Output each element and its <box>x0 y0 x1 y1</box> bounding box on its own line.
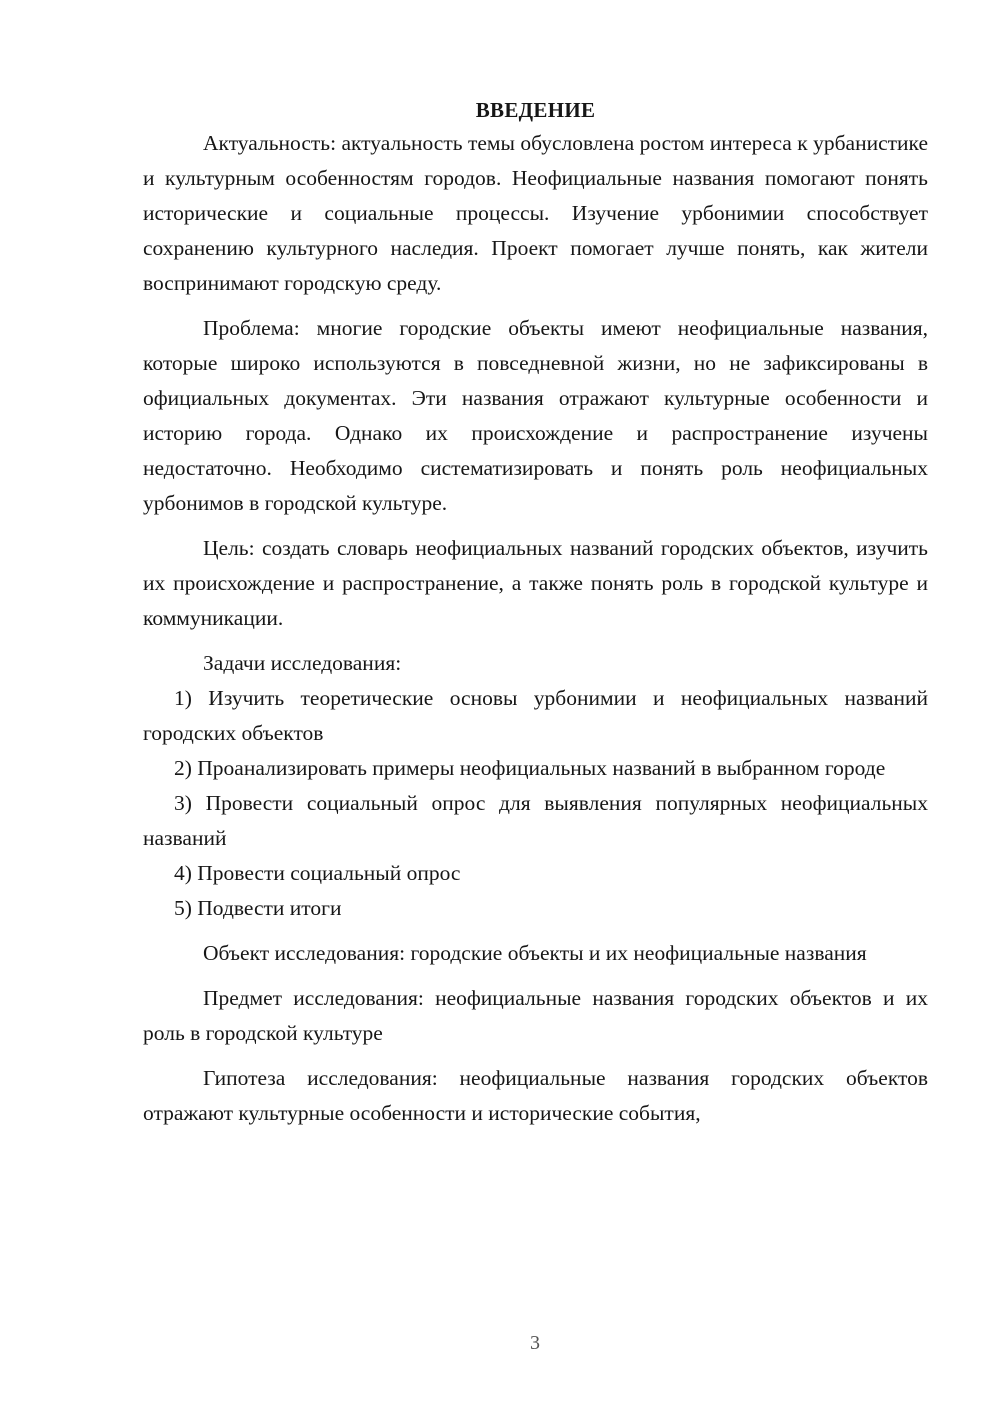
paragraph-goal: Цель: создать словарь неофициальных названий городских объектов, изучить их происхождение и распространение, а также понять роль в городской культуре и коммуникации. <box>143 536 928 630</box>
paragraph-relevance: Актуальность: актуальность темы обусловлена ростом интереса к урбанистике и культурным особенностям городов. Неофициальные названия помогают понять исторические и социальные процессы. Изучение урбонимии способствует сохранению культурного наследия. Проект помогает лучше понять, как жители воспринимают городскую среду. <box>143 131 928 295</box>
task-item-5: 5) Подвести итоги <box>174 896 342 920</box>
page-number: 3 <box>530 1332 540 1354</box>
paragraph-problem: Проблема: многие городские объекты имеют неофициальные названия, которые широко используются в повседневной жизни, но не зафиксированы в официальных документах. Эти названия отражают культурные особенности и историю города. Однако их происхождение и распространение изучены недостаточно. Необходимо систематизировать и понять роль неофициальных урбонимов в городской культуре. <box>143 316 928 515</box>
document-page <box>143 94 928 1131</box>
paragraph-hypothesis: Гипотеза исследования: неофициальные названия городских объектов отражают культурные особенности и исторические события, <box>143 1066 928 1125</box>
task-item-4: 4) Провести социальный опрос <box>174 861 461 885</box>
page-title: ВВЕДЕНИЕ <box>475 98 596 122</box>
task-item-3: 3) Провести социальный опрос для выявления популярных неофициальных названий <box>143 791 928 850</box>
task-item-2: 2) Проанализировать примеры неофициальных названий в выбранном городе <box>174 756 886 780</box>
tasks-heading: Задачи исследования: <box>203 651 402 675</box>
paragraph-subject: Предмет исследования: неофициальные названия городских объектов и их роль в городской культуре <box>143 986 928 1045</box>
task-item-1: 1) Изучить теоретические основы урбонимии и неофициальных названий городских объектов <box>143 686 928 745</box>
paragraph-object: Объект исследования: городские объекты и их неофициальные названия <box>203 941 867 965</box>
